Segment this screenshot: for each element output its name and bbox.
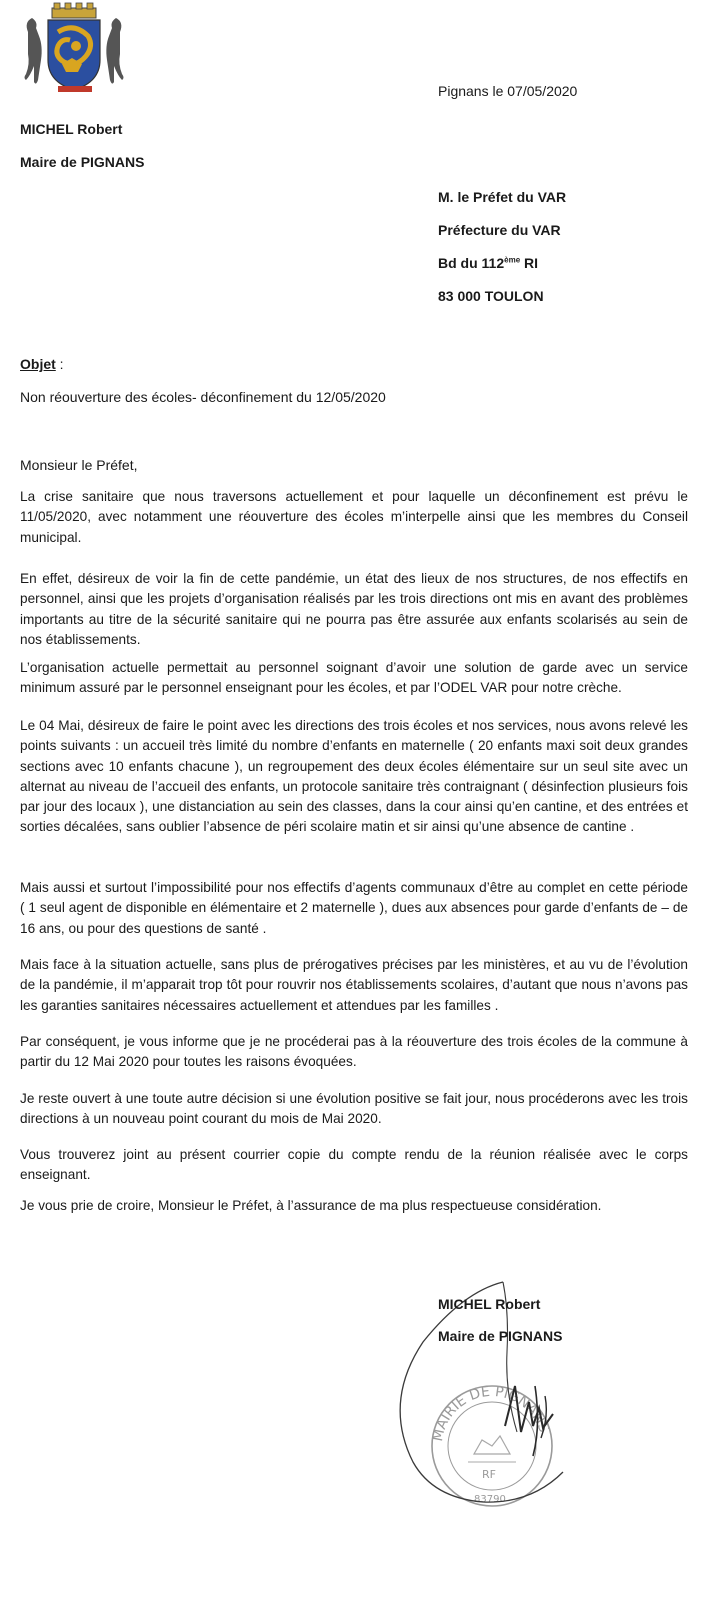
signatory-name: MICHEL Robert <box>438 1296 541 1312</box>
subject-heading <box>20 356 64 373</box>
stamp-code: 83790 <box>474 1494 506 1505</box>
sender-title: Maire de PIGNANS <box>20 154 145 170</box>
paragraph-2: En effet, désireux de voir la fin de cette pandémie, un état des lieux de nos structures, de nos effectifs en personnel, ainsi que les projets d’organisation réalisés par les trois directions ont mis en avant des problèmes importants au titre de la sécurité sanitaire qui ne pourra pas être assurée aux enfants scolarisés au sein de nos établissements. <box>20 571 688 647</box>
paragraph-1: La crise sanitaire que nous traversons actuellement et pour laquelle un déconfinement est prévu le 11/05/2020, avec notamment une réouverture des écoles m’interpelle ainsi que les membres du Conseil municipal. <box>20 489 688 545</box>
recipient-line-4: 83 000 TOULON <box>438 288 544 304</box>
paragraph-7: Par conséquent, je vous informe que je ne procéderai pas à la réouverture des trois écoles de la commune à partir du 12 Mai 2020 pour toutes les raisons évoquées. <box>20 1034 688 1070</box>
recipient-street-suffix: RI <box>520 255 539 271</box>
recipient-line-2: Préfecture du VAR <box>438 222 561 238</box>
stamp-ring-textpath: MAIRIE DE PIGNANS <box>430 1383 552 1443</box>
closing-formula: Je vous prie de croire, Monsieur le Préfet, à l’assurance de ma plus respectueuse considération. <box>20 1198 602 1213</box>
paragraph-4: Le 04 Mai, désireux de faire le point avec les directions des trois écoles et nos services, nous avons relevé les points suivants : un accueil très limité du nombre d’enfants en maternelle ( 20 enfants maxi soit deux grandes sections avec 10 enfants chacune ), un regroupement des deux écoles élémentaire sur un seul site avec un alternat au niveau de l’accueil des enfants, un protocole sanitaire très contraignant ( désinfection plusieurs fois par jour des locaux ), une distanciation au sein des classes, dans la cour ainsi qu’en cantine, et des entrées et sorties décalées, sans oublier l’absence de péri scolaire matin et sir ainsi qu’une absence de cantine . <box>20 718 688 835</box>
subject-text: Non réouverture des écoles- déconfinement du 12/05/2020 <box>20 389 386 405</box>
paragraph-3: L’organisation actuelle permettait au personnel soignant d’avoir une solution de garde avec un service minimum assuré par le personnel enseignant pour les écoles, et par l’ODEL VAR pour notre crèche. <box>20 660 688 696</box>
recipient-line-3 <box>438 255 538 272</box>
recipient-line-1: M. le Préfet du VAR <box>438 189 567 205</box>
recipient-street: Bd du 112 <box>438 255 505 271</box>
paragraph-5: Mais aussi et surtout l’impossibilité pour nos effectifs d’agents communaux d’être au complet en cette période ( 1 seul agent de disponible en élémentaire et 2 maternelle ), dues aux absences pour garde d’enfants de – de 16 ans, ou pour des questions de santé . <box>20 880 688 936</box>
paragraph-6: Mais face à la situation actuelle, sans plus de prérogatives précises par les ministères, et au vu de l’évolution de la pandémie, il m’apparait trop tôt pour rouvrir nos établissements scolaires, d’autant que nous n’avons pas les garanties sanitaires nécessaires actuellement et attendues par les familles . <box>20 957 688 1013</box>
subject-colon: : <box>55 356 64 372</box>
recipient-street-ordinal: ème <box>504 255 521 265</box>
stamp-lower-text: RF <box>482 1468 496 1481</box>
subject-label: Objet <box>20 356 56 372</box>
paragraph-9: Vous trouverez joint au présent courrier copie du compte rendu de la réunion réalisée avec le corps enseignant. <box>20 1147 688 1183</box>
coat-of-arms-logo <box>18 2 130 94</box>
sender-name: MICHEL Robert <box>20 121 123 137</box>
paragraph-8: Je reste ouvert à une toute autre décision si une évolution positive se fait jour, nous procéderons avec les trois directions à un nouveau point courant du mois de Mai 2020. <box>20 1091 688 1127</box>
place-and-date: Pignans le 07/05/2020 <box>438 83 578 99</box>
signatory-title: Maire de PIGNANS <box>438 1328 563 1344</box>
salutation: Monsieur le Préfet, <box>20 457 138 473</box>
